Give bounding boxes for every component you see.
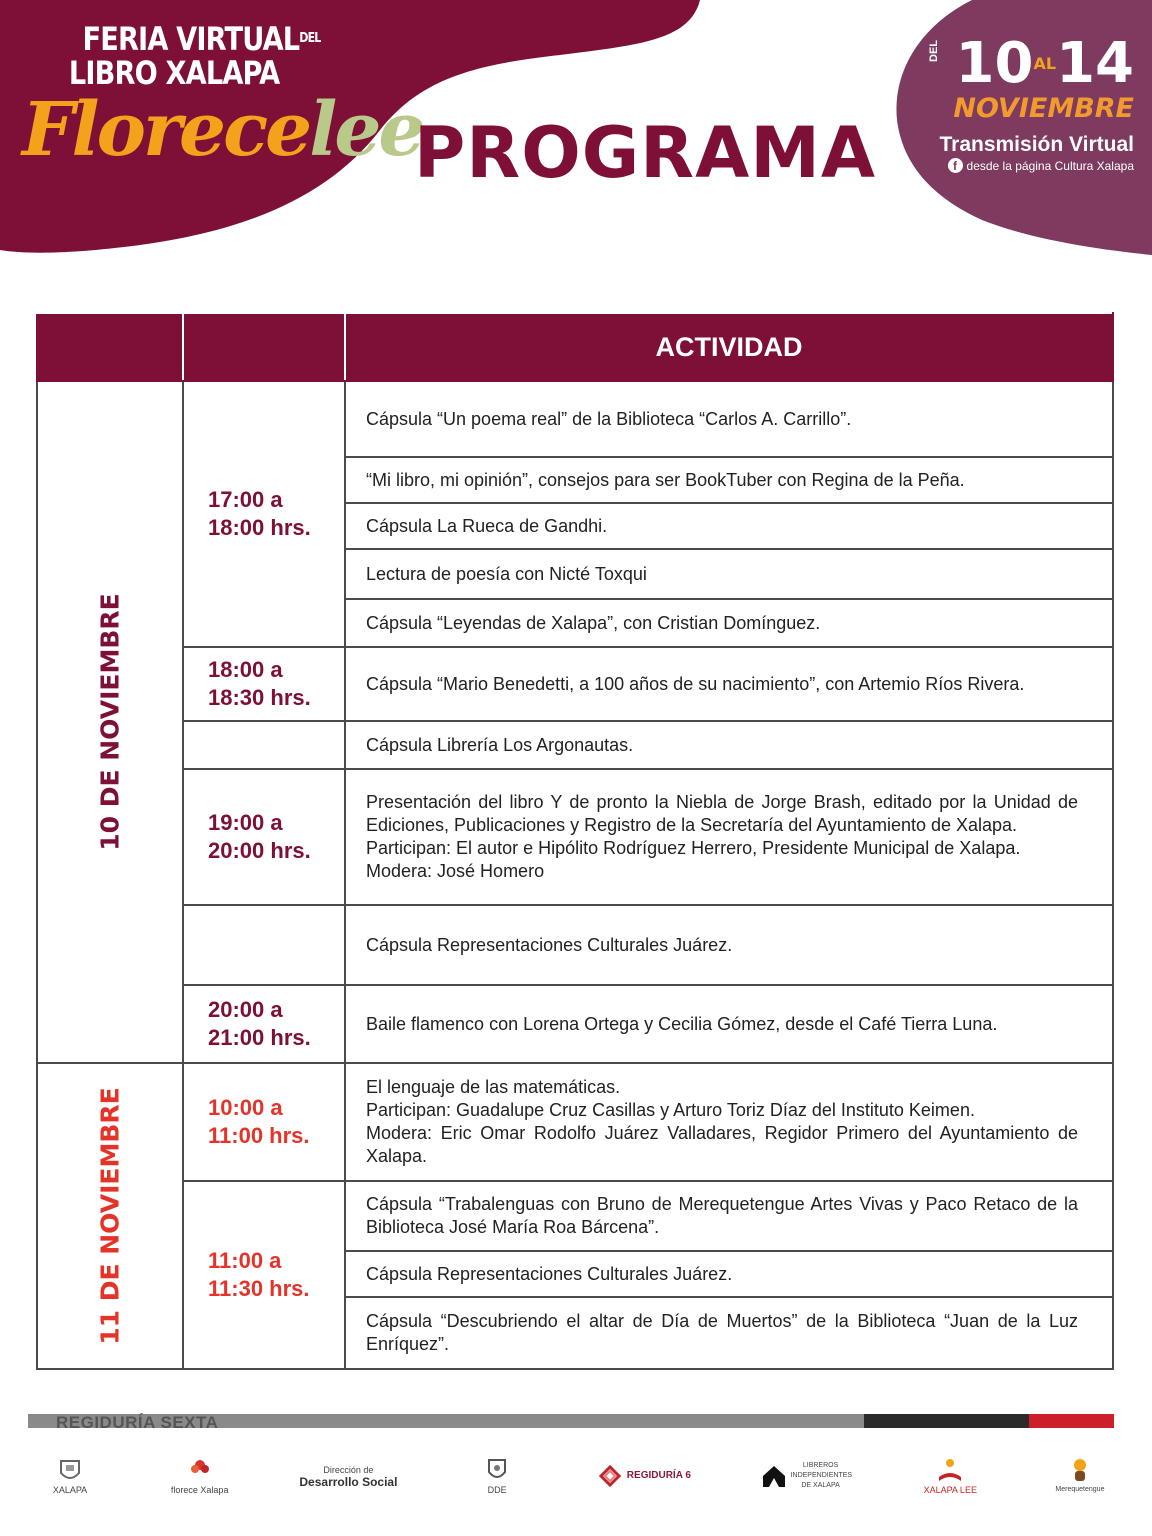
time-text: 21:00 hrs. — [208, 1025, 311, 1050]
activity-cell — [345, 1297, 1113, 1369]
book-icon — [937, 1457, 963, 1483]
city-seal-icon — [57, 1457, 83, 1483]
time-text: 18:30 hrs. — [208, 685, 311, 710]
activity-text: Cápsula “Descubriendo el altar de Día de Muertos” de la Biblioteca “Juan de la Luz Enríquez”. — [366, 1311, 1078, 1354]
activity-cell — [345, 503, 1113, 549]
header-activity: ACTIVIDAD — [345, 313, 1113, 381]
time-cell — [183, 647, 345, 721]
day-cell — [37, 381, 183, 1063]
sponsor-label: florece Xalapa — [170, 1485, 229, 1495]
day-label: 10 DE NOVIEMBRE — [95, 593, 125, 851]
time-text: 20:00 a — [208, 997, 283, 1022]
table-row — [37, 1063, 1113, 1181]
table-row — [37, 905, 1113, 985]
activity-text: Cápsula Representaciones Culturales Juárez. — [366, 934, 733, 955]
time-cell — [183, 985, 345, 1063]
house-icon — [761, 1463, 787, 1489]
transmission-label: Transmisión Virtual — [939, 133, 1134, 156]
activity-text: Cápsula “Mario Benedetti, a 100 años de su nacimiento”, con Artemio Ríos Rivera. — [366, 673, 1025, 694]
activity-text: Participan: Guadalupe Cruz Casillas y Arturo Toriz Díaz del Instituto Keimen. — [366, 1100, 975, 1120]
activity-text: Cápsula “Trabalenguas con Bruno de Merequetengue Artes Vivas y Paco Retaco de la Biblioteca José María Roa Bárcena”. — [366, 1194, 1078, 1237]
activity-text: Modera: José Homero — [366, 861, 545, 881]
footer-label: REGIDURÍA SEXTA — [56, 1413, 219, 1432]
table-row — [37, 647, 1113, 721]
sponsor-logos — [40, 1446, 1110, 1506]
dates-month: NOVIEMBRE — [953, 93, 1134, 124]
activity-cell — [345, 1251, 1113, 1297]
time-text: 10:00 a — [208, 1095, 283, 1120]
activity-cell — [345, 1063, 1113, 1181]
page-title: PROGRAMA — [414, 112, 877, 194]
dates-del: DEL — [928, 40, 940, 62]
logo-script-main: Florece — [22, 87, 310, 173]
activity-cell — [345, 721, 1113, 769]
activity-cell — [345, 769, 1113, 905]
facebook-text: desde la página Cultura Xalapa — [966, 158, 1134, 173]
sponsor-label: Dirección de — [323, 1465, 374, 1475]
sponsor-libreros — [761, 1461, 851, 1491]
time-text: 18:00 a — [208, 657, 283, 682]
activity-text: “Mi libro, mi opinión”, consejos para ser BookTuber con Regina de la Peña. — [366, 469, 965, 490]
dates-al: AL — [1033, 54, 1057, 73]
knot-icon — [597, 1463, 623, 1489]
activity-cell — [345, 457, 1113, 503]
day-cell — [37, 1063, 183, 1369]
activity-cell — [345, 985, 1113, 1063]
activity-text: Baile flamenco con Lorena Ortega y Cecilia Gómez, desde el Café Tierra Luna. — [366, 1013, 998, 1034]
sponsor-regiduria-6 — [597, 1463, 691, 1489]
time-cell — [183, 905, 345, 985]
time-text: 11:00 hrs. — [208, 1123, 310, 1148]
sponsor-merequetengue — [1050, 1457, 1110, 1495]
time-cell — [183, 1181, 345, 1369]
sponsor-label: REGIDURÍA 6 — [626, 1470, 691, 1481]
logo-script-end: lee — [309, 87, 423, 173]
fair-logo — [22, 20, 423, 173]
date-start: 10 — [955, 31, 1034, 96]
sponsor-dde — [467, 1457, 527, 1495]
activity-cell — [345, 599, 1113, 647]
time-text: 19:00 a — [208, 810, 283, 835]
sponsor-xalapa — [40, 1457, 100, 1495]
activity-text: Participan: El autor e Hipólito Rodríguez Herrero, Presidente Municipal de Xalapa. — [366, 838, 1021, 858]
date-end: 14 — [1056, 31, 1134, 96]
activity-text: Cápsula Representaciones Culturales Juárez. — [366, 1263, 733, 1284]
activity-text: Modera: Eric Omar Rodolfo Juárez Valladares, Regidor Primero del Ayuntamiento de Xalapa. — [366, 1123, 1078, 1166]
table-row — [37, 381, 1113, 457]
activity-text: El lenguaje de las matemáticas. — [366, 1077, 621, 1097]
time-text: 20:00 hrs. — [208, 838, 311, 863]
table-row — [37, 721, 1113, 769]
table-header-row — [37, 313, 1113, 381]
sponsor-label-bold: Desarrollo Social — [299, 1475, 398, 1489]
activity-cell — [345, 381, 1113, 457]
activity-text: Cápsula “Leyendas de Xalapa”, con Cristian Domínguez. — [366, 612, 821, 633]
seal-icon — [484, 1457, 510, 1483]
time-cell — [183, 721, 345, 769]
sponsor-label: XALAPA LEE — [923, 1485, 977, 1495]
time-text: 17:00 a — [208, 487, 283, 512]
logo-line-2: LIBRO XALAPA — [68, 54, 280, 92]
sponsor-label: DDE — [487, 1485, 507, 1495]
activity-cell — [345, 647, 1113, 721]
sponsor-desarrollo-social — [299, 1465, 397, 1487]
time-cell — [183, 1063, 345, 1181]
activity-text: Lectura de poesía con Nicté Toxqui — [366, 563, 647, 584]
activity-cell — [345, 1181, 1113, 1251]
time-cell — [183, 769, 345, 905]
activity-cell — [345, 905, 1113, 985]
facebook-icon: f — [948, 158, 963, 173]
figure-icon — [1067, 1457, 1093, 1483]
time-text: 18:00 hrs. — [208, 515, 311, 540]
time-cell — [183, 381, 345, 647]
table-row — [37, 769, 1113, 905]
header-time — [183, 313, 345, 381]
table-row — [37, 985, 1113, 1063]
flower-icon — [187, 1457, 213, 1483]
sponsor-label: LIBREROS INDEPENDIENTES DE XALAPA — [790, 1462, 853, 1489]
activity-text: Cápsula La Rueca de Gandhi. — [366, 515, 608, 536]
sponsor-florece — [170, 1457, 230, 1495]
header-day — [37, 313, 183, 381]
date-block — [914, 31, 1134, 173]
day-label: 11 DE NOVIEMBRE — [95, 1087, 125, 1345]
logo-line-1-small: DEL — [299, 31, 321, 46]
sponsor-label: XALAPA — [52, 1485, 88, 1495]
time-text: 11:00 a — [208, 1248, 282, 1273]
activity-text: Presentación del libro Y de pronto la Niebla de Jorge Brash, editado por la Unidad de Ediciones, Publicaciones y Registro de la Secretaría del Ayuntamiento de Xalapa. — [366, 792, 1078, 835]
sponsor-label: Merequetengue — [1055, 1486, 1105, 1493]
activity-cell — [345, 549, 1113, 599]
activity-text: Cápsula Librería Los Argonautas. — [366, 734, 634, 755]
activity-text: Cápsula “Un poema real” de la Biblioteca “Carlos A. Carrillo”. — [366, 408, 852, 429]
sponsor-xalapa-lee — [920, 1457, 980, 1495]
logo-line-1: FERIA VIRTUAL — [82, 20, 300, 58]
table-row — [37, 1181, 1113, 1251]
program-table — [36, 312, 1114, 1370]
time-text: 11:30 hrs. — [208, 1276, 310, 1301]
